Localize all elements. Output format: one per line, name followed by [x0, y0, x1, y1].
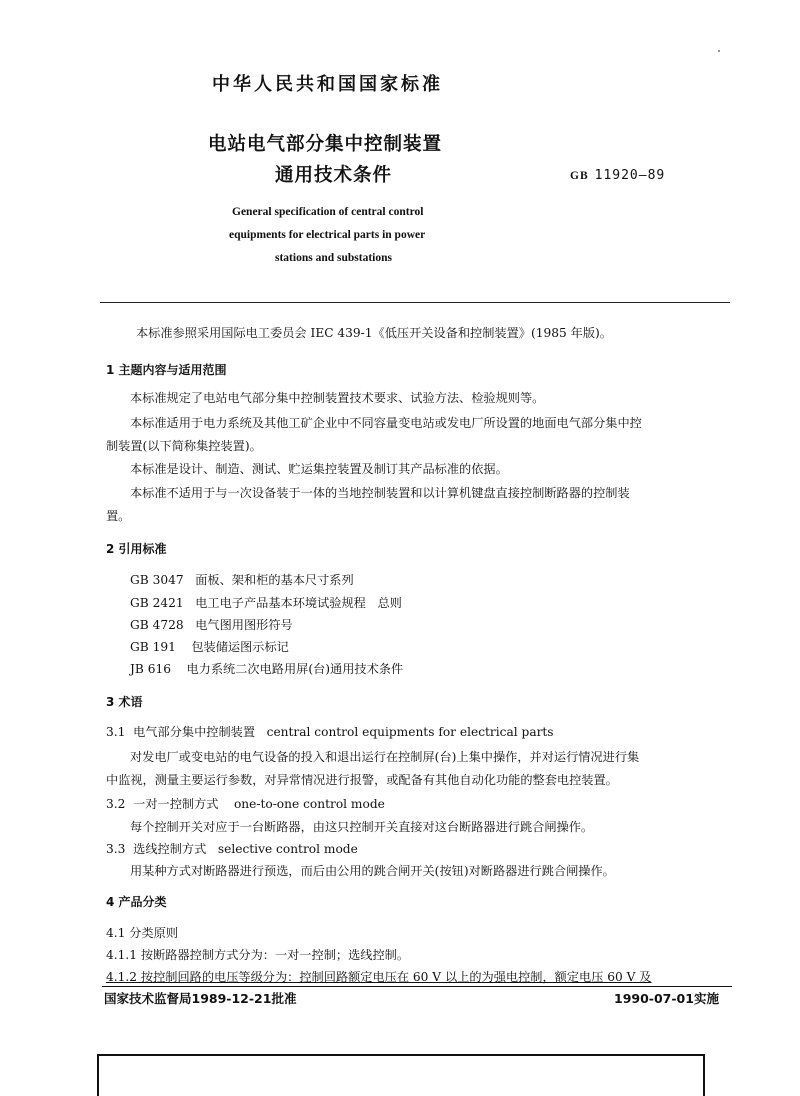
standard-code-prefix: GB: [570, 170, 589, 182]
english-title-line-3: stations and substations: [275, 252, 392, 264]
section-1-paragraph-2b: 制装置(以下简称集控装置)。: [106, 439, 262, 453]
approval-note: 国家技术监督局1989-12-21批准: [104, 991, 297, 1006]
reference-item: GB 3047 面板、架和柜的基本尺寸系列: [130, 573, 354, 587]
reference-item: GB 191 包装储运图示标记: [130, 640, 289, 654]
term-3-1-definition-b: 中监视，测量主要运行参数，对异常情况进行报警，或配备有其他自动化功能的整套电控装置。: [106, 773, 618, 787]
english-title-line-1: General specification of central control: [232, 206, 424, 218]
header-divider: [100, 302, 730, 303]
section-1-paragraph-4a: 本标准不适用于与一次设备装于一体的当地控制装置和以计算机键盘直接控制断路器的控制装: [130, 486, 630, 500]
clause-4-1-2: 4.1.2 按控制回路的电压等级分为：控制回路额定电压在 60 V 以上的为强电控制，额定电压 60 V 及: [106, 970, 652, 984]
section-1-paragraph-2a: 本标准适用于电力系统及其他工矿企业中不同容量变电站或发电厂所设置的地面电气部分集中控: [130, 416, 642, 430]
section-1-heading: 1 主题内容与适用范围: [106, 363, 227, 377]
reference-item: GB 2421 电工电子产品基本环境试验规程 总则: [130, 596, 402, 610]
english-title-line-2: equipments for electrical parts in power: [229, 229, 426, 241]
term-3-1-definition-a: 对发电厂或变电站的电气设备的投入和退出运行在控制屏(台)上集中操作，并对运行情况进行集: [130, 750, 640, 764]
clause-4-1-1: 4.1.1 按断路器控制方式分为：一对一控制；选线控制。: [106, 948, 410, 962]
document-title-line-1: 电站电气部分集中控制装置: [208, 134, 443, 155]
term-3-1-title: 3.1 电气部分集中控制装置 central control equipments for electrical parts: [106, 725, 554, 739]
term-3-3-definition: 用某种方式对断路器进行预选，而后由公用的跳合闸开关(按钮)对断路器进行跳合闸操作。: [130, 864, 615, 878]
reference-item: GB 4728 电气图用图形符号: [130, 618, 293, 632]
section-1-paragraph-1: 本标准规定了电站电气部分集中控制装置技术要求、试验方法、检验规则等。: [130, 391, 545, 405]
section-1-paragraph-4b: 置。: [106, 509, 131, 523]
effective-date-note: 1990-07-01实施: [614, 991, 719, 1006]
clause-4-1: 4.1 分类原则: [106, 926, 179, 940]
term-3-3-title: 3.3 选线控制方式 selective control mode: [106, 842, 358, 856]
reference-item: JB 616 电力系统二次电路用屏(台)通用技术条件: [130, 662, 404, 676]
scan-speck: [718, 50, 720, 52]
section-2-heading: 2 引用标准: [106, 542, 167, 556]
term-3-2-title: 3.2 一对一控制方式 one-to-one control mode: [106, 797, 385, 811]
page-border-box: [97, 1054, 705, 1096]
standard-code: [570, 168, 665, 183]
term-3-2-definition: 每个控制开关对应于一台断路器，由这只控制开关直接对这台断路器进行跳合闸操作。: [130, 820, 594, 834]
section-1-paragraph-3: 本标准是设计、制造、测试、贮运集控装置及制订其产品标准的依据。: [130, 462, 508, 476]
document-title-line-2: 通用技术条件: [275, 165, 393, 186]
standard-code-number: 11920—89: [594, 168, 666, 183]
section-4-heading: 4 产品分类: [106, 895, 167, 909]
footer-divider: [102, 986, 732, 987]
intro-paragraph: 本标准参照采用国际电工委员会 IEC 439-1《低压开关设备和控制装置》(1985 年版)。: [136, 326, 612, 340]
national-standard-heading: 中华人民共和国国家标准: [212, 74, 443, 95]
section-3-heading: 3 术语: [106, 695, 143, 709]
